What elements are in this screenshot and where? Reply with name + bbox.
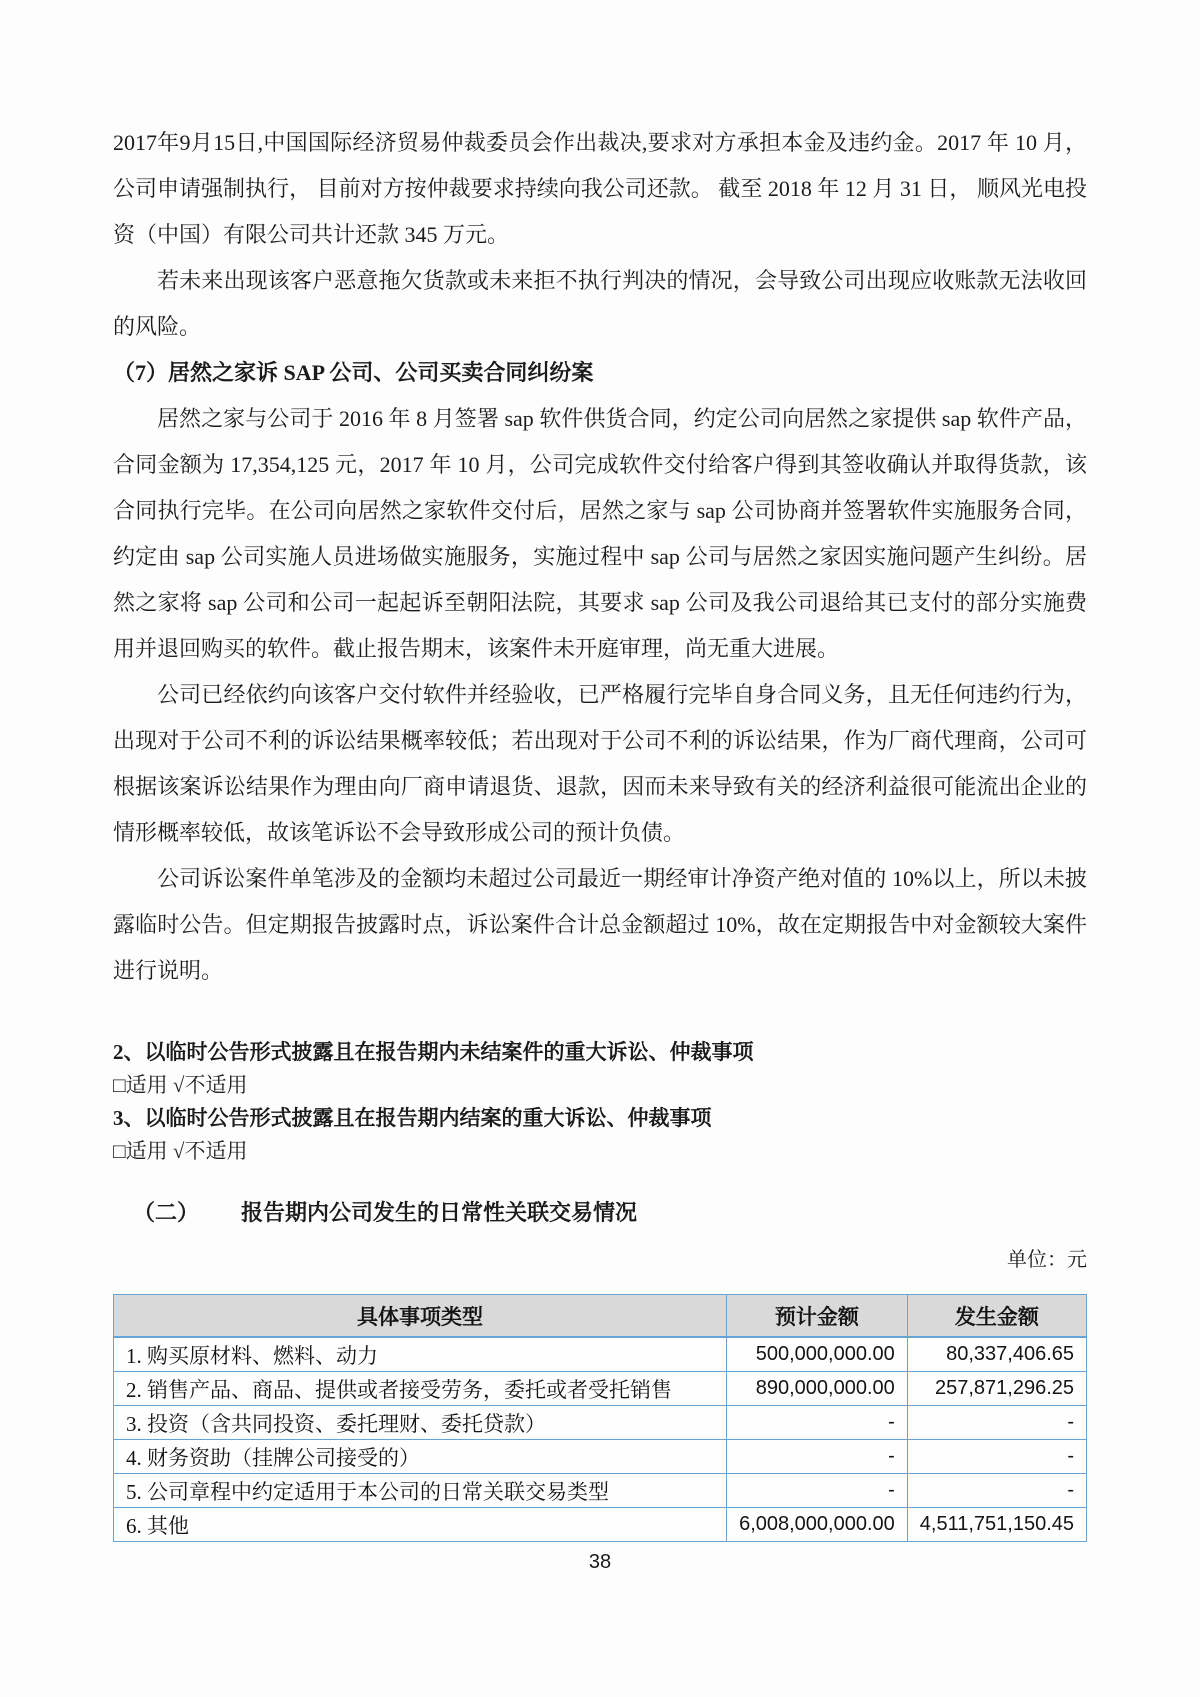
paragraph: 若未来出现该客户恶意拖欠货款或未来拒不执行判决的情况，会导致公司出现应收账款无法收回的风险。	[113, 268, 1087, 339]
cell-expected-amount: -	[727, 1406, 908, 1440]
section-title: 报告期内公司发生的日常性关联交易情况	[241, 1200, 638, 1225]
cell-actual-amount: 80,337,406.65	[907, 1337, 1086, 1372]
cell-actual-amount: -	[907, 1406, 1086, 1440]
cell-expected-amount: -	[727, 1474, 908, 1508]
disclosure-applicability: □适用 √不适用	[113, 1073, 248, 1097]
cell-actual-amount: 257,871,296.25	[907, 1372, 1086, 1406]
related-transactions-table	[113, 1294, 1087, 1542]
cell-item-type: 6. 其他	[114, 1508, 727, 1542]
cell-item-type: 3. 投资（含共同投资、委托理财、委托贷款）	[114, 1406, 727, 1440]
column-header-expected-amount: 预计金额	[727, 1295, 908, 1338]
cell-expected-amount: -	[727, 1440, 908, 1474]
disclosure-item	[113, 1036, 1087, 1102]
cell-expected-amount: 500,000,000.00	[727, 1337, 908, 1372]
disclosure-item	[113, 1102, 1087, 1168]
cell-item-type: 1. 购买原材料、燃料、动力	[114, 1337, 727, 1372]
cell-item-type: 2. 销售产品、商品、提供或者接受劳务，委托或者受托销售	[114, 1372, 727, 1406]
table-row	[114, 1474, 1087, 1508]
table-header-row	[114, 1295, 1087, 1338]
document-flow	[113, 120, 1087, 994]
paragraph: 居然之家与公司于 2016 年 8 月签署 sap 软件供货合同，约定公司向居然之家提供 sap 软件产品，合同金额为 17,354,125 元，2017 年 10 月，公司完成软件交付给客户得到其签收确认并取得货款，该合同执行完毕。在公司向居然之家软件交付后，居然之家与 sap 公司协商并签署软件实施服务合同，约定由 sap 公司实施人员进场做实施服务，实施过程中 sap 公司与居然之家因实施问题产生纠纷。居然之家将 sap 公司和公司一起起诉至朝阳法院，其要求 sap 公司及我公司退给其已支付的部分实施费用并退回购买的软件。截止报告期末，该案件未开庭审理，尚无重大进展。	[113, 406, 1087, 661]
table-row	[114, 1337, 1087, 1372]
cell-expected-amount: 6,008,000,000.00	[727, 1508, 908, 1542]
disclosure-title: 3、以临时公告形式披露且在报告期内结案的重大诉讼、仲裁事项	[113, 1106, 712, 1130]
table-row	[114, 1406, 1087, 1440]
column-header-item-type: 具体事项类型	[114, 1295, 727, 1338]
cell-expected-amount: 890,000,000.00	[727, 1372, 908, 1406]
table-body	[114, 1337, 1087, 1542]
cell-actual-amount: -	[907, 1474, 1086, 1508]
page-number: 38	[588, 1551, 612, 1573]
cell-actual-amount: 4,511,751,150.45	[907, 1508, 1086, 1542]
paragraph: 2017年9月15日,中国国际经济贸易仲裁委员会作出裁决,要求对方承担本金及违约金。2017 年 10 月，公司申请强制执行， 目前对方按仲裁要求持续向我公司还款。 截至 2018 年 12 月 31 日， 顺风光电投资（中国）有限公司共计还款 345 万元。	[113, 130, 1087, 247]
table-row	[114, 1372, 1087, 1406]
column-header-actual-amount: 发生金额	[907, 1295, 1086, 1338]
disclosure-applicability: □适用 √不适用	[113, 1139, 248, 1163]
table-row	[114, 1440, 1087, 1474]
paragraph: 公司已经依约向该客户交付软件并经验收，已严格履行完毕自身合同义务，且无任何违约行为，出现对于公司不利的诉讼结果概率较低；若出现对于公司不利的诉讼结果，作为厂商代理商，公司可根据该案诉讼结果作为理由向厂商申请退货、退款，因而未来导致有关的经济利益很可能流出企业的情形概率较低，故该笔诉讼不会导致形成公司的预计负债。	[113, 682, 1087, 845]
table-row	[114, 1508, 1087, 1542]
paragraph: 公司诉讼案件单笔涉及的金额均未超过公司最近一期经审计净资产绝对值的 10%以上，所以未披露临时公告。但定期报告披露时点，诉讼案件合计总金额超过 10%，故在定期报告中对金额较大案件进行说明。	[113, 866, 1087, 983]
disclosure-list	[113, 1036, 1087, 1168]
unit-label: 单位：元	[1007, 1249, 1087, 1271]
cell-item-type: 4. 财务资助（挂牌公司接受的）	[114, 1440, 727, 1474]
case-heading: （7）居然之家诉 SAP 公司、公司买卖合同纠纷案	[113, 360, 594, 385]
section-number-label: （二）	[133, 1200, 200, 1225]
section-heading-related-transactions	[113, 1192, 1087, 1234]
disclosure-title: 2、以临时公告形式披露且在报告期内未结案件的重大诉讼、仲裁事项	[113, 1040, 754, 1064]
cell-actual-amount: -	[907, 1440, 1086, 1474]
cell-item-type: 5. 公司章程中约定适用于本公司的日常关联交易类型	[114, 1474, 727, 1508]
